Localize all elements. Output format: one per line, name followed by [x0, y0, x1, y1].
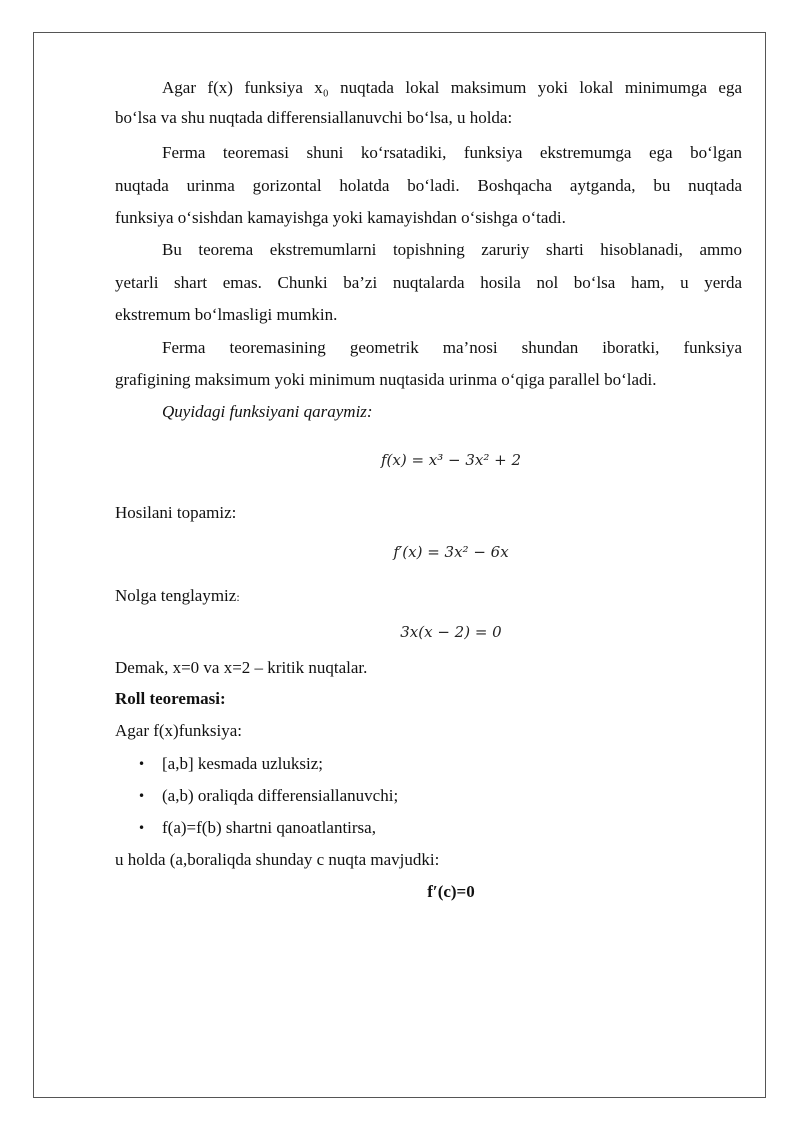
- bullet-marker-2: •: [138, 789, 146, 803]
- paragraph-2-line-3: funksiya o‘sishdan kamayishga yoki kamayishdan o‘sishga o‘tadi.: [115, 208, 566, 227]
- paragraph-1-line-1: Agar f(x) funksiya x₀ nuqtada lokal maksimum yoki lokal minimumga ega: [162, 78, 742, 97]
- paragraph-3-line-2: yetarli shart emas. Chunki ba’zi nuqtalarda hosila nol bo‘lsa ham, u yerda: [115, 273, 742, 292]
- paragraph-2-line-1: Ferma teoremasi shuni ko‘rsatadiki, funksiya ekstremumga ega bo‘lgan: [162, 143, 742, 162]
- paragraph-4-line-2: grafigining maksimum yoki minimum nuqtasida urinma o‘qiga parallel bo‘ladi.: [115, 370, 657, 389]
- zero-heading: [115, 585, 742, 607]
- conclusion-line: u holda (a,boraliqda shunday c nuqta mavjudki:: [115, 850, 440, 869]
- final-formula: f′(c)=0: [427, 882, 475, 901]
- formula-derivative: f′(x) = 3x² − 6x: [393, 543, 509, 561]
- derivative-heading: Hosilani topamiz:: [115, 503, 237, 522]
- formula-equation: 3x(x − 2) = 0: [400, 623, 502, 641]
- paragraph-1-line-2: bo‘lsa va shu nuqtada differensiallanuvchi bo‘lsa, u holda:: [115, 108, 513, 127]
- zero-heading-text: Nolga tenglaymiz: [115, 586, 237, 605]
- roll-condition-intro: Agar f(x)funksiya:: [115, 721, 242, 740]
- bullet-marker-3: •: [138, 821, 146, 835]
- roll-theorem-title: Roll teoremasi:: [115, 689, 226, 708]
- bullet-item-2: (a,b) oraliqda differensiallanuvchi;: [162, 786, 399, 805]
- paragraph-4-line-1: Ferma teoremasining geometrik ma’nosi shundan iboratki, funksiya: [162, 338, 742, 357]
- formula-function: f(x) = x³ − 3x² + 2: [380, 451, 522, 469]
- bullet-item-3: f(a)=f(b) shartni qanoatlantirsa,: [162, 818, 376, 837]
- paragraph-3-line-3: ekstremum bo‘lmasligi mumkin.: [115, 305, 338, 324]
- intro-italic-line: Quyidagi funksiyani qaraymiz:: [162, 402, 373, 421]
- paragraph-2-line-2: nuqtada urinma gorizontal holatda bo‘ladi. Boshqacha aytganda, bu nuqtada: [115, 176, 742, 195]
- bullet-item-1: [a,b] kesmada uzluksiz;: [162, 754, 323, 773]
- paragraph-3-line-1: Bu teorema ekstremumlarni topishning zaruriy sharti hisoblanadi, ammo: [162, 240, 742, 259]
- bullet-marker-1: •: [138, 757, 146, 771]
- zero-heading-colon: :: [236, 590, 240, 604]
- critical-points-line: Demak, x=0 va x=2 – kritik nuqtalar.: [115, 658, 368, 677]
